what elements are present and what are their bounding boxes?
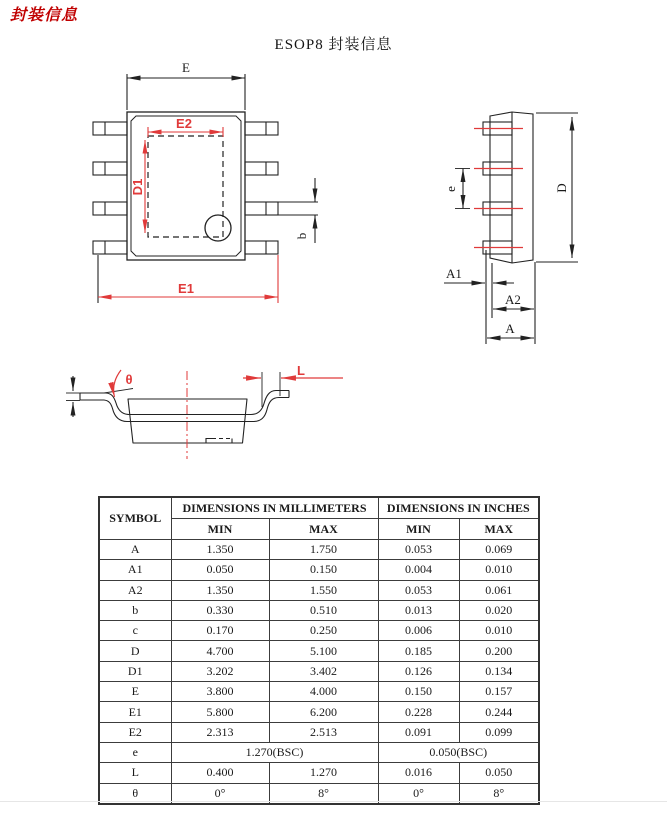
col-header-mm-max: MAX <box>269 519 378 540</box>
table-cell: 0.010 <box>459 621 539 641</box>
table-cell: 0.050 <box>171 560 269 580</box>
table-cell: 0° <box>378 783 459 804</box>
side-view <box>444 112 578 344</box>
table-cell: E <box>99 682 171 702</box>
col-header-symbol: SYMBOL <box>99 497 171 540</box>
table-cell: 8° <box>269 783 378 804</box>
table-cell: 5.100 <box>269 641 378 661</box>
table-cell: 3.202 <box>171 661 269 681</box>
table-cell: 1.550 <box>269 580 378 600</box>
exposed-pad-outline <box>148 136 223 237</box>
table-cell: 0.091 <box>378 722 459 742</box>
dim-label-theta: θ <box>125 372 133 387</box>
pins-left <box>93 122 127 254</box>
table-cell: 4.000 <box>269 682 378 702</box>
table-cell: 0.010 <box>459 560 539 580</box>
table-cell: 0.170 <box>171 621 269 641</box>
dim-label-D1: D1 <box>130 178 145 196</box>
table-cell: 0.053 <box>378 540 459 560</box>
table-cell: 3.800 <box>171 682 269 702</box>
dim-label-L: L <box>297 363 305 378</box>
table-row <box>99 621 539 641</box>
table-row <box>99 702 539 722</box>
table-cell: 0.400 <box>171 763 269 783</box>
dim-label-E: E <box>182 60 190 75</box>
table-cell: A <box>99 540 171 560</box>
dim-label-E2: E2 <box>176 116 192 131</box>
table-cell: 0.004 <box>378 560 459 580</box>
table-row <box>99 540 539 560</box>
table-cell: 0.134 <box>459 661 539 681</box>
table-cell: 1.750 <box>269 540 378 560</box>
package-section-title: ESOP8 封装信息 <box>274 37 393 53</box>
table-cell: 0.244 <box>459 702 539 722</box>
table-cell: D <box>99 641 171 661</box>
table-cell: 0.069 <box>459 540 539 560</box>
dimensions-table-body <box>99 540 539 804</box>
table-cell: 0.016 <box>378 763 459 783</box>
dimensions-table <box>98 496 540 805</box>
dim-label-E1: E1 <box>178 281 194 296</box>
table-cell: L <box>99 763 171 783</box>
table-cell: 1.270(BSC) <box>171 742 378 762</box>
table-cell: c <box>99 621 171 641</box>
table-cell: 2.513 <box>269 722 378 742</box>
table-cell: 1.350 <box>171 580 269 600</box>
table-cell: 2.313 <box>171 722 269 742</box>
table-row <box>99 641 539 661</box>
dim-label-b: b <box>294 232 309 240</box>
page-bottom-rule <box>0 801 667 802</box>
table-row <box>99 600 539 620</box>
theta-arc <box>114 370 121 397</box>
table-cell: A2 <box>99 580 171 600</box>
table-cell: 0.126 <box>378 661 459 681</box>
table-cell: E2 <box>99 722 171 742</box>
side-pins <box>483 122 512 254</box>
table-header-row-1 <box>99 497 539 519</box>
side-pin-centerlines <box>474 129 523 248</box>
top-view <box>93 74 318 303</box>
table-cell: 1.270 <box>269 763 378 783</box>
table-row <box>99 661 539 681</box>
table-cell: 0.050 <box>459 763 539 783</box>
dim-label-D: D <box>554 183 569 193</box>
table-row <box>99 742 539 762</box>
table-cell: 0.061 <box>459 580 539 600</box>
table-cell: 0.157 <box>459 682 539 702</box>
col-header-millimeters: DIMENSIONS IN MILLIMETERS <box>171 497 378 519</box>
lead-bottom-edge <box>80 398 289 422</box>
table-row <box>99 722 539 742</box>
table-cell: 1.350 <box>171 540 269 560</box>
table-cell: 0.150 <box>378 682 459 702</box>
col-header-in-max: MAX <box>459 519 539 540</box>
table-cell: E1 <box>99 702 171 722</box>
table-cell: 6.200 <box>269 702 378 722</box>
table-row <box>99 580 539 600</box>
table-cell: 0.006 <box>378 621 459 641</box>
table-cell: 0.510 <box>269 600 378 620</box>
table-cell: 3.402 <box>269 661 378 681</box>
table-row <box>99 560 539 580</box>
table-cell: 0.013 <box>378 600 459 620</box>
table-cell: 0.099 <box>459 722 539 742</box>
table-cell: 0.330 <box>171 600 269 620</box>
table-row <box>99 763 539 783</box>
dim-label-A1: A1 <box>446 266 462 281</box>
table-cell: 0.200 <box>459 641 539 661</box>
table-cell: θ <box>99 783 171 804</box>
table-cell: e <box>99 742 171 762</box>
table-cell: 0.050(BSC) <box>378 742 539 762</box>
table-cell: 0.020 <box>459 600 539 620</box>
table-cell: 0° <box>171 783 269 804</box>
table-cell: 0.228 <box>378 702 459 722</box>
col-header-mm-min: MIN <box>171 519 269 540</box>
col-header-in-min: MIN <box>378 519 459 540</box>
pins-right <box>245 122 278 254</box>
table-cell: b <box>99 600 171 620</box>
table-cell: 0.185 <box>378 641 459 661</box>
dim-label-A2: A2 <box>505 292 521 307</box>
dim-label-A: A <box>505 321 515 336</box>
col-header-inches: DIMENSIONS IN INCHES <box>378 497 539 519</box>
table-cell: 0.053 <box>378 580 459 600</box>
table-row <box>99 682 539 702</box>
table-cell: 8° <box>459 783 539 804</box>
lead-top-edge <box>80 391 289 415</box>
table-cell: 0.150 <box>269 560 378 580</box>
table-cell: 5.800 <box>171 702 269 722</box>
table-cell: D1 <box>99 661 171 681</box>
page-title: 封装信息 <box>10 7 79 24</box>
profile-view <box>66 372 289 443</box>
table-cell: A1 <box>99 560 171 580</box>
dim-label-e: e <box>443 186 458 192</box>
table-cell: 4.700 <box>171 641 269 661</box>
table-cell: 0.250 <box>269 621 378 641</box>
